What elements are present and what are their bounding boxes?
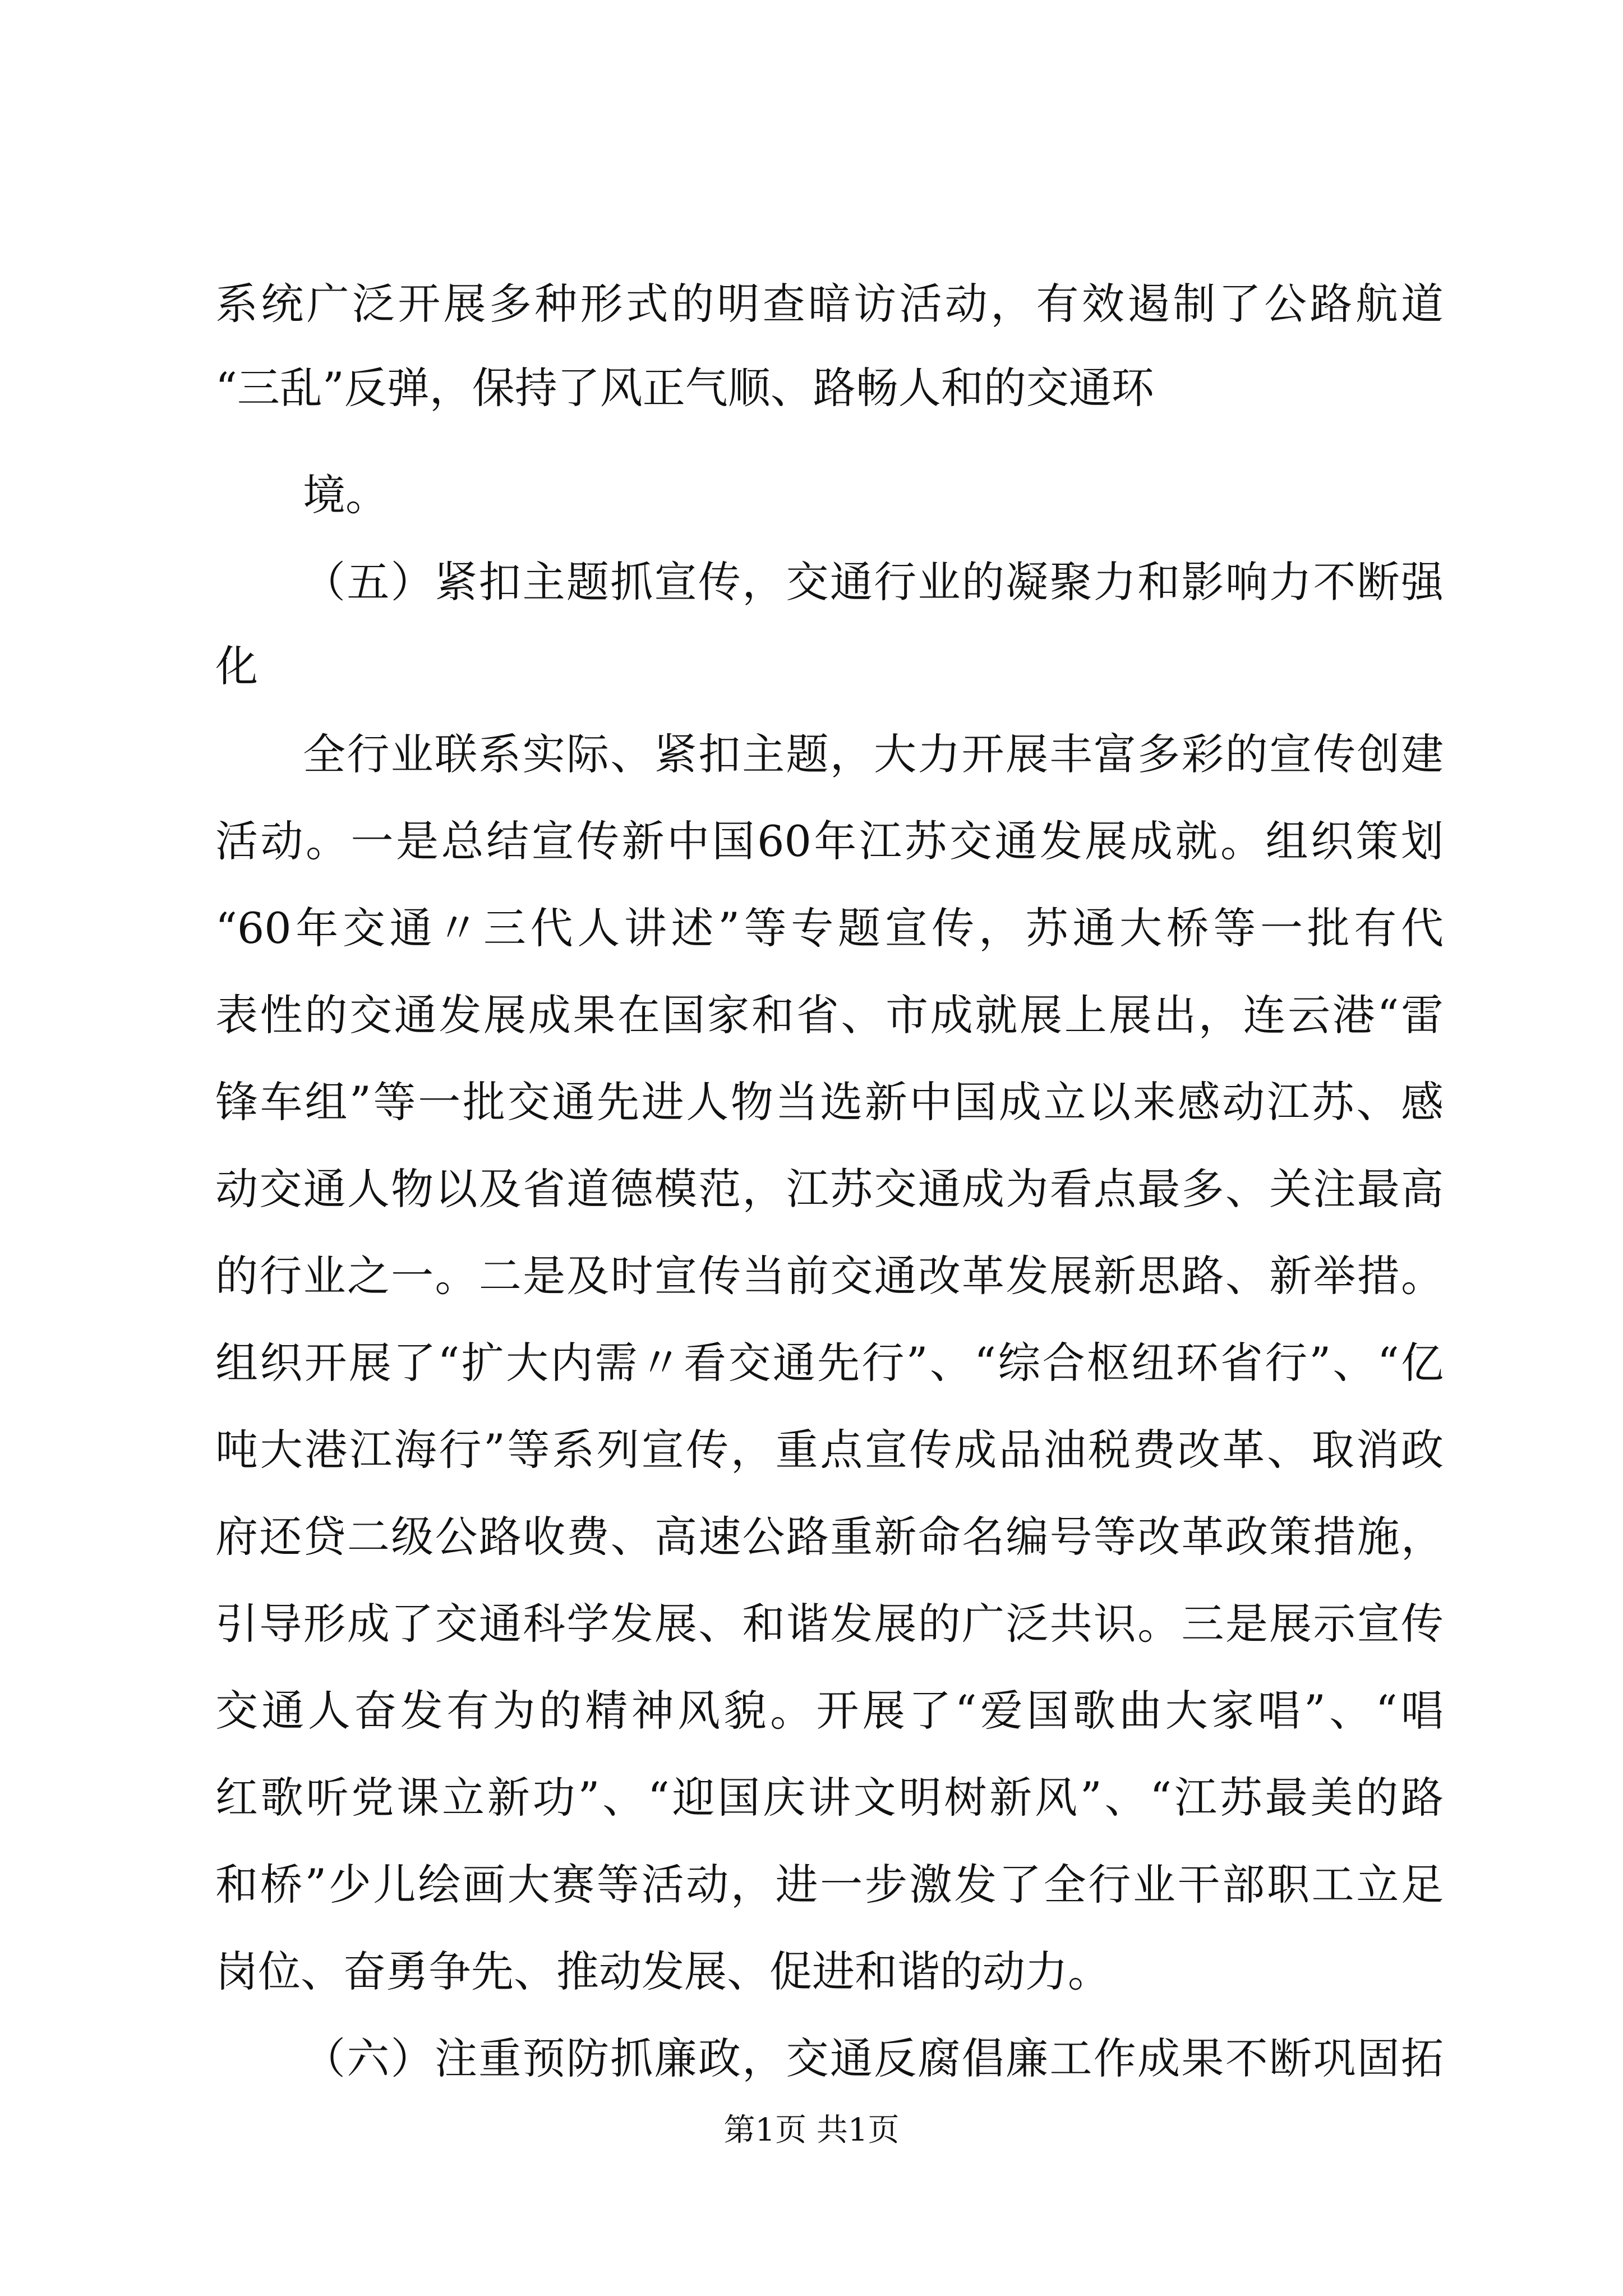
body-line: 的行业之一。二是及时宣传当前交通改革发展新思路、新举措。	[215, 1251, 1444, 1301]
body-line: 和桥”少儿绘画大赛等活动，进一步激发了全行业干部职工立足	[215, 1860, 1444, 1910]
body-line: 府还贷二级公路收费、高速公路重新命名编号等改革政策措施，	[215, 1512, 1444, 1562]
body-line: 吨大港江海行”等系列宣传，重点宣传成品油税费改革、取消政	[215, 1425, 1444, 1475]
body-line: 动交通人物以及省道德模范，江苏交通成为看点最多、关注最高	[215, 1164, 1444, 1214]
body-line: 组织开展了“扩大内需〃看交通先行”、“综合枢纽环省行”、“亿	[215, 1338, 1444, 1388]
body-line: 系统广泛开展多种形式的明查暗访活动，有效遏制了公路航道	[215, 279, 1444, 329]
body-line: 锋车组”等一批交通先进人物当选新中国成立以来感动江苏、感	[215, 1077, 1444, 1127]
body-line: 活动。一是总结宣传新中国60年江苏交通发展成就。组织策划	[215, 816, 1444, 866]
section-heading-6: （六）注重预防抓廉政，交通反腐倡廉工作成果不断巩固拓	[303, 2033, 1444, 2083]
body-line: 交通人奋发有为的精神风貌。开展了“爱国歌曲大家唱”、“唱	[215, 1686, 1444, 1736]
body-line: 引导形成了交通科学发展、和谐发展的广泛共识。三是展示宣传	[215, 1599, 1444, 1649]
body-line: “60年交通〃三代人讲述”等专题宣传，苏通大桥等一批有代	[215, 903, 1444, 953]
body-line: “三乱”反弹，保持了风正气顺、路畅人和的交通环	[215, 363, 1154, 413]
body-line: 全行业联系实际、紧扣主题，大力开展丰富多彩的宣传创建	[303, 729, 1444, 779]
body-line: 境。	[303, 470, 388, 520]
body-line: 岗位、奋勇争先、推动发展、促进和谐的动力。	[215, 1947, 1110, 1996]
body-line: 表性的交通发展成果在国家和省、市成就展上展出，连云港“雷	[215, 990, 1444, 1040]
body-line: 红歌听党课立新功”、“迎国庆讲文明树新风”、“江苏最美的路	[215, 1773, 1444, 1823]
section-heading-5-cont: 化	[215, 641, 258, 691]
page-footer: 第1页 共1页	[723, 2112, 900, 2148]
section-heading-5: （五）紧扣主题抓宣传，交通行业的凝聚力和影响力不断强	[303, 557, 1444, 607]
